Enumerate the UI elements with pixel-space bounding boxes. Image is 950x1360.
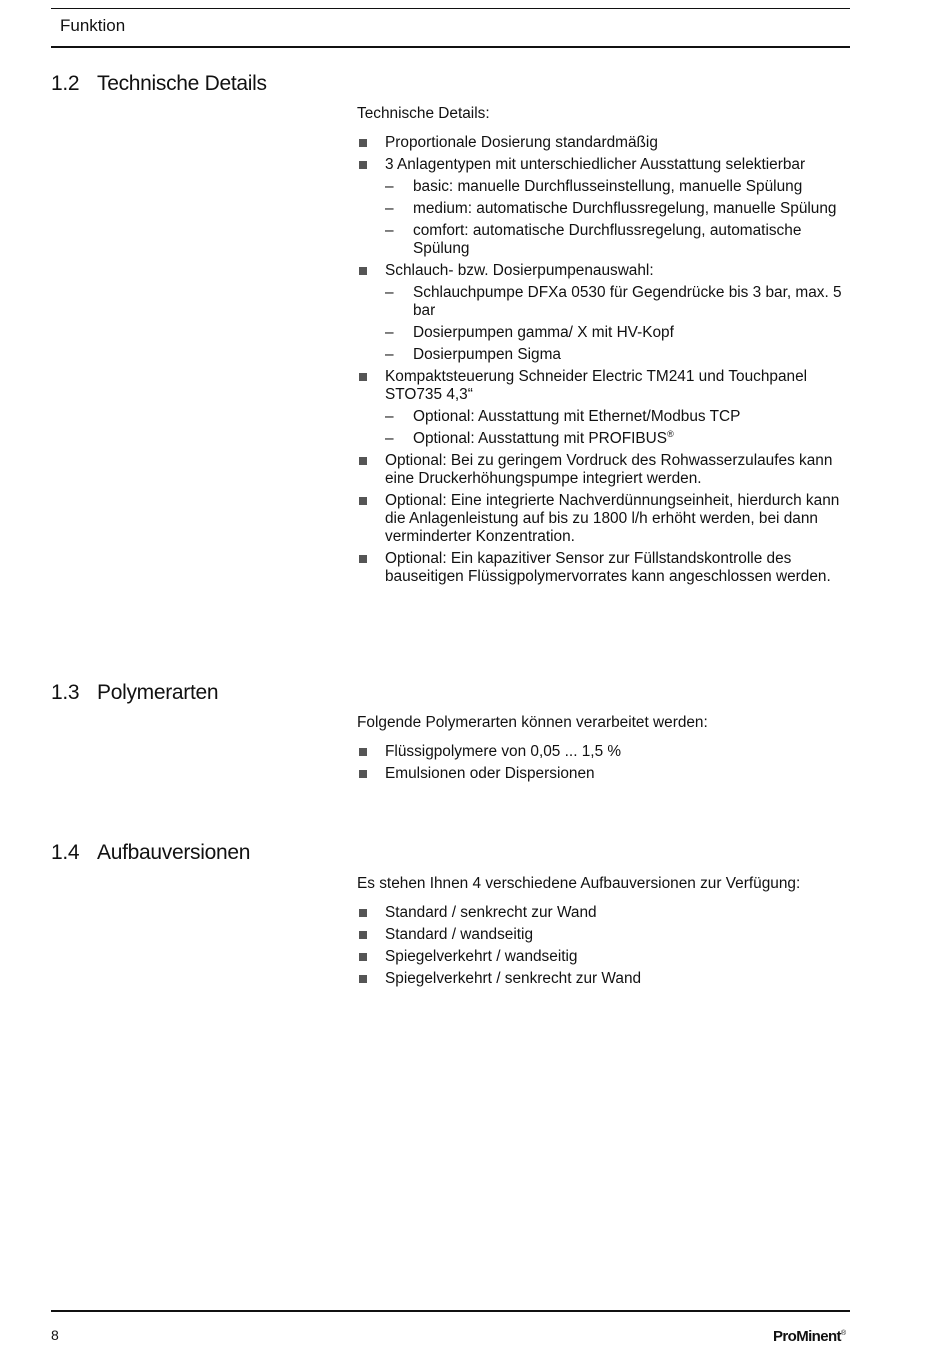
footer-rule: [51, 1310, 850, 1312]
sub-list-item: [385, 408, 852, 426]
square-bullet-icon: [359, 770, 367, 778]
sub-list-item: [385, 346, 852, 364]
bullet-list: [357, 134, 852, 586]
list-item-text: Spiegelverkehrt / senkrecht zur Wand: [385, 970, 642, 987]
bullet-list: [357, 904, 852, 988]
list-item-text: Optional: Eine integrierte Nachverdünnungseinheit, hierdurch kann die Anlagenleistung auf bis zu 1800 l/h erhöht werden, bei dann verminderter Konzentration.: [385, 492, 840, 545]
sub-list-item-text: basic: manuelle Durchflusseinstellung, manuelle Spülung: [413, 178, 803, 195]
dash-bullet-icon: –: [385, 222, 394, 239]
sub-list-item-text: Optional: Ausstattung mit PROFIBUS: [413, 430, 668, 447]
section-content-1-4: [357, 875, 852, 992]
list-item-text: Kompaktsteuerung Schneider Electric TM241 und Touchpanel STO735 4,3“: [385, 368, 808, 403]
square-bullet-icon: [359, 953, 367, 961]
section-title: Aufbauversionen: [97, 841, 251, 864]
list-item: [357, 452, 852, 488]
section-heading-1-3: [51, 681, 218, 705]
sub-list-item: [385, 284, 852, 320]
dash-bullet-icon: –: [385, 200, 394, 217]
sub-list-item-text: Dosierpumpen gamma/ X mit HV-Kopf: [413, 324, 674, 341]
list-item: [357, 743, 852, 761]
list-item-text: Spiegelverkehrt / wandseitig: [385, 948, 578, 965]
square-bullet-icon: [359, 373, 367, 381]
list-item: [357, 262, 852, 364]
section-intro: Folgende Polymerarten können verarbeitet werden:: [357, 714, 708, 731]
list-item: [357, 492, 852, 546]
list-item: [357, 368, 852, 448]
section-title: Polymerarten: [97, 681, 219, 704]
list-item-text: Optional: Bei zu geringem Vordruck des Rohwasserzulaufes kann eine Druckerhöhungspumpe integriert werden.: [385, 452, 833, 487]
sub-list-item: [385, 324, 852, 342]
sub-list-item: [385, 200, 852, 218]
sub-list: [385, 178, 852, 258]
dash-bullet-icon: –: [385, 346, 394, 363]
section-heading-1-2: [51, 72, 267, 96]
square-bullet-icon: [359, 139, 367, 147]
section-content-1-2: [357, 105, 852, 590]
list-item: [357, 970, 852, 988]
square-bullet-icon: [359, 267, 367, 275]
list-item-text: Flüssigpolymere von 0,05 ... 1,5 %: [385, 743, 622, 760]
prominent-logo: [773, 1328, 846, 1345]
square-bullet-icon: [359, 161, 367, 169]
registered-mark: ®: [667, 428, 674, 439]
square-bullet-icon: [359, 457, 367, 465]
list-item: [357, 926, 852, 944]
header-top-rule: [51, 8, 850, 9]
section-intro: Technische Details:: [357, 105, 490, 122]
header-title: Funktion: [60, 16, 126, 35]
sub-list: [385, 408, 852, 448]
square-bullet-icon: [359, 909, 367, 917]
section-number: 1.3: [51, 681, 80, 704]
square-bullet-icon: [359, 748, 367, 756]
list-item-text: Optional: Ein kapazitiver Sensor zur Füllstandskontrolle des bauseitigen Flüssigpolymervorrates kann angeschlossen werden.: [385, 550, 831, 585]
bullet-list: [357, 743, 852, 783]
sub-list-item-text: Dosierpumpen Sigma: [413, 346, 561, 363]
list-item: [357, 765, 852, 783]
section-title: Technische Details: [97, 72, 267, 95]
dash-bullet-icon: –: [385, 430, 394, 447]
sub-list-item: [385, 430, 852, 448]
sub-list-item-text: Schlauchpumpe DFXa 0530 für Gegendrücke bis 3 bar, max. 5 bar: [413, 284, 842, 319]
sub-list-item: [385, 178, 852, 196]
sub-list-item-text: comfort: automatische Durchflussregelung, automatische Spülung: [413, 222, 802, 257]
list-item: [357, 550, 852, 586]
section-intro: Es stehen Ihnen 4 verschiedene Aufbauversionen zur Verfügung:: [357, 875, 801, 892]
list-item-text: Standard / wandseitig: [385, 926, 534, 943]
logo-registered-mark: ®: [840, 1330, 846, 1337]
square-bullet-icon: [359, 931, 367, 939]
square-bullet-icon: [359, 555, 367, 563]
list-item-text: Proportionale Dosierung standardmäßig: [385, 134, 658, 151]
list-item-text: Schlauch- bzw. Dosierpumpenauswahl:: [385, 262, 654, 279]
header-bottom-rule: [51, 46, 850, 48]
list-item: [357, 904, 852, 922]
list-item: [357, 156, 852, 258]
dash-bullet-icon: –: [385, 324, 394, 341]
sub-list-item-text: Optional: Ausstattung mit Ethernet/Modbus TCP: [413, 408, 741, 425]
page-number: 8: [51, 1327, 59, 1343]
logo-text: ProMinent: [773, 1328, 841, 1345]
section-content-1-3: [357, 714, 852, 787]
dash-bullet-icon: –: [385, 284, 394, 301]
sub-list-item-text: medium: automatische Durchflussregelung, manuelle Spülung: [413, 200, 837, 217]
dash-bullet-icon: –: [385, 408, 394, 425]
section-number: 1.2: [51, 72, 80, 95]
list-item-text: 3 Anlagentypen mit unterschiedlicher Ausstattung selektierbar: [385, 156, 806, 173]
square-bullet-icon: [359, 975, 367, 983]
dash-bullet-icon: –: [385, 178, 394, 195]
list-item-text: Standard / senkrecht zur Wand: [385, 904, 597, 921]
section-number: 1.4: [51, 841, 80, 864]
sub-list-item: [385, 222, 852, 258]
sub-list: [385, 284, 852, 364]
list-item-text: Emulsionen oder Dispersionen: [385, 765, 595, 782]
list-item: [357, 948, 852, 966]
square-bullet-icon: [359, 497, 367, 505]
section-heading-1-4: [51, 841, 250, 865]
list-item: [357, 134, 852, 152]
